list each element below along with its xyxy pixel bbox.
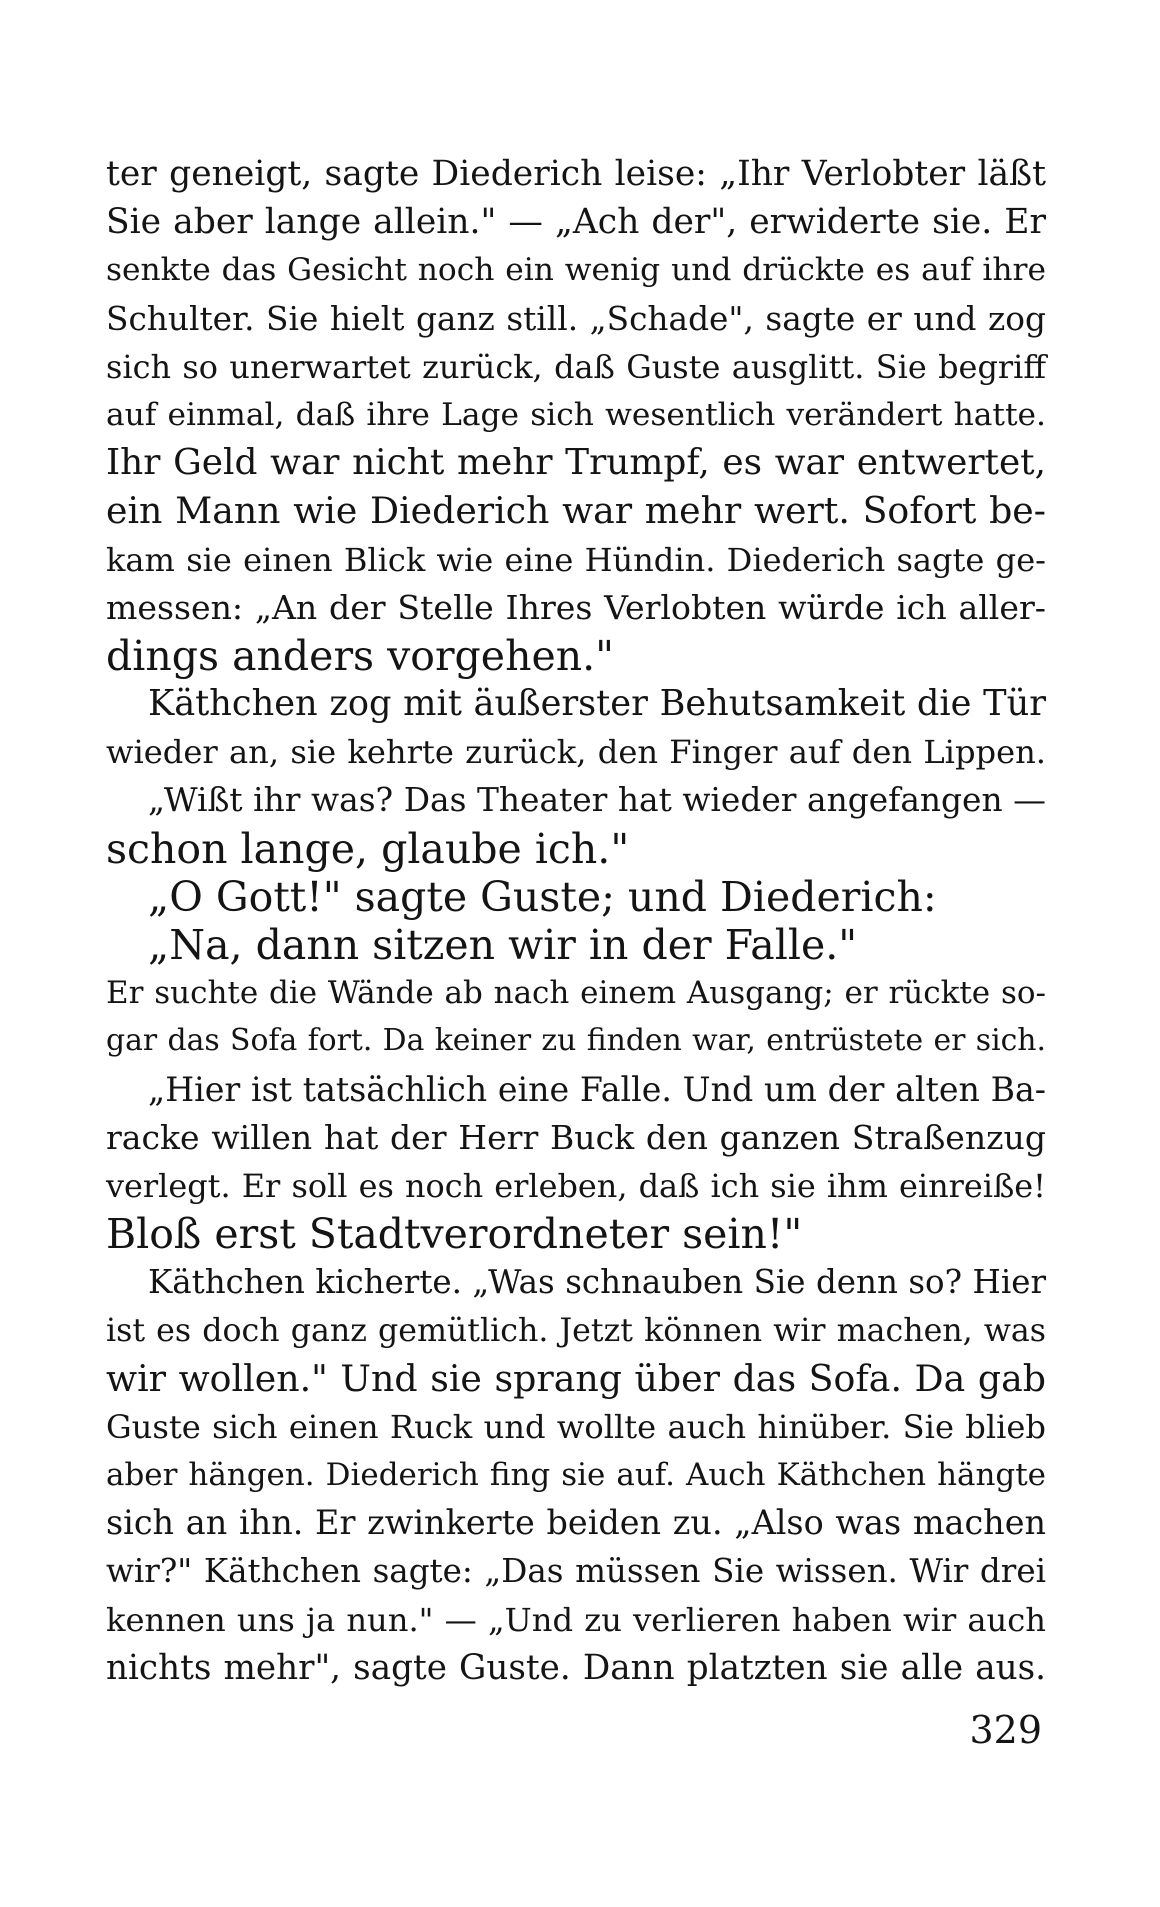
text-line: Guste sich einen Ruck und wollte auch hinüber. Sie blieb	[106, 1407, 1046, 1446]
body-text	[106, 150, 1046, 1692]
text-line: Ihr Geld war nicht mehr Trumpf, es war entwertet,	[106, 442, 1046, 484]
text-line: sich an ihn. Er zwinkerte beiden zu. „Also was machen	[106, 1503, 1046, 1543]
text-line: „O Gott!" sagte Guste; und Diederich:	[148, 872, 937, 921]
text-line: „Wißt ihr was? Das Theater hat wieder angefangen —	[148, 781, 1046, 820]
text-line: auf einmal, daß ihre Lage sich wesentlich verändert hatte.	[106, 396, 1046, 433]
text-line: „Na, dann sitzen wir in der Falle."	[148, 921, 858, 969]
text-line: dings anders vorgehen."	[106, 631, 615, 680]
text-line: kennen uns ja nun." — „Und zu verlieren haben wir auch	[106, 1600, 1046, 1639]
text-line: Bloß erst Stadtverordneter sein!"	[106, 1210, 803, 1259]
text-line: kam sie einen Blick wie eine Hündin. Diederich sagte ge-	[106, 540, 1046, 579]
text-line: wir wollen." Und sie sprang über das Sofa. Da gab	[106, 1356, 1046, 1400]
page-number: 329	[969, 1708, 1042, 1752]
text-line: gar das Sofa fort. Da keiner zu finden war, entrüstete er sich.	[106, 1023, 1046, 1059]
text-line: Sie aber lange allein." — „Ach der", erwiderte sie. Er	[106, 202, 1046, 243]
text-line: sich so unerwartet zurück, daß Guste ausglitt. Sie begriff	[106, 347, 1046, 386]
text-line: Käthchen zog mit äußerster Behutsamkeit die Tür	[148, 683, 1046, 725]
text-line: Schulter. Sie hielt ganz still. „Schade", sagte er und zog	[106, 299, 1046, 338]
text-line: ter geneigt, sagte Diederich leise: „Ihr Verlobter läßt	[106, 154, 1046, 194]
text-line: ist es doch ganz gemütlich. Jetzt können wir machen, was	[106, 1312, 1046, 1349]
text-line: nichts mehr", sagte Guste. Dann platzten sie alle aus.	[106, 1647, 1046, 1688]
text-line: „Hier ist tatsächlich eine Falle. Und um der alten Ba-	[148, 1069, 1046, 1109]
text-line: verlegt. Er soll es noch erleben, daß ich sie ihm einreiße!	[106, 1166, 1046, 1205]
text-line: schon lange, glaube ich."	[106, 824, 630, 873]
text-line: wir?" Käthchen sagte: „Das müssen Sie wissen. Wir drei	[106, 1552, 1046, 1591]
text-line: senkte das Gesicht noch ein wenig und drückte es auf ihre	[106, 252, 1046, 289]
text-line: messen: „An der Stelle Ihres Verlobten würde ich aller-	[106, 587, 1046, 627]
text-line: ein Mann wie Diederich war mehr wert. Sofort be-	[106, 489, 1046, 533]
text-line: Er suchte die Wände ab nach einem Ausgang; er rückte so-	[106, 975, 1046, 1012]
text-line: Käthchen kicherte. „Was schnauben Sie denn so? Hier	[148, 1263, 1046, 1302]
text-line: aber hängen. Diederich fing sie auf. Auch Käthchen hängte	[106, 1457, 1046, 1494]
text-line: wieder an, sie kehrte zurück, den Finger auf den Lippen.	[106, 733, 1046, 772]
text-line: racke willen hat der Herr Buck den ganzen Straßenzug	[106, 1117, 1046, 1157]
